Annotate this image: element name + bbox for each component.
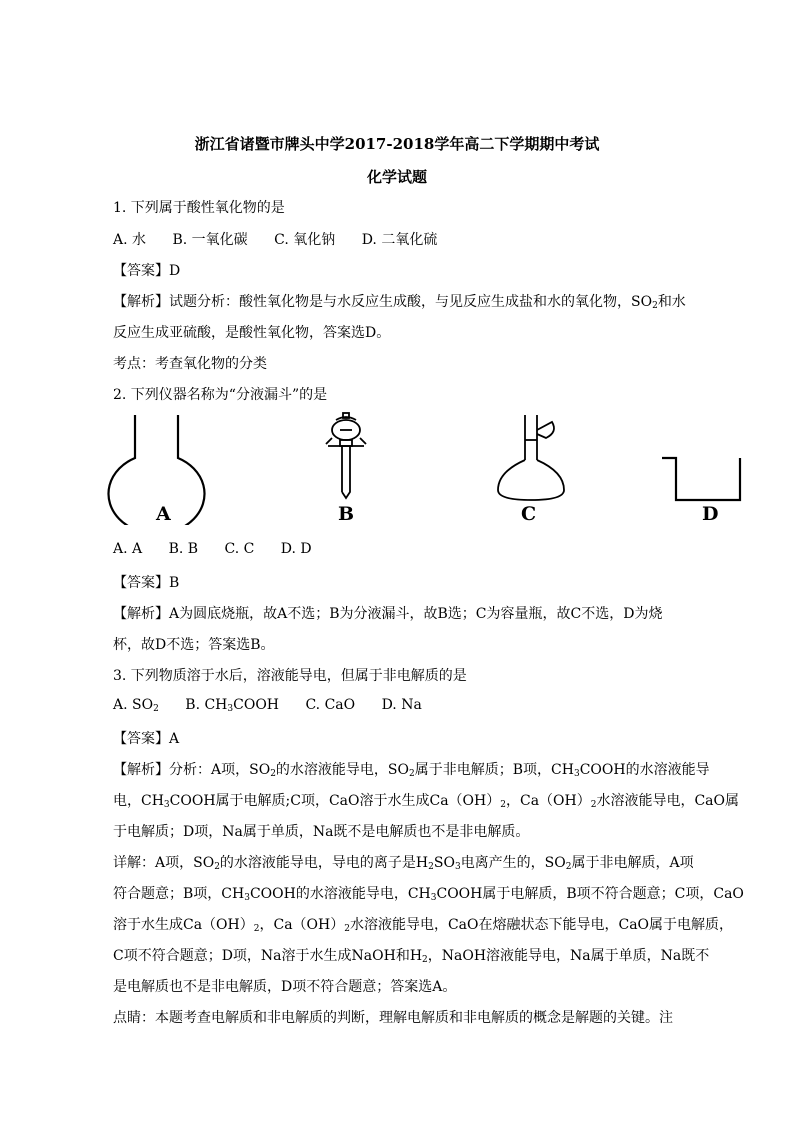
q1-kaodian: 考点：考查氧化物的分类 <box>113 356 267 372</box>
q2-option-d: D. D <box>280 541 312 557</box>
q2-option-c: C. C <box>224 541 255 557</box>
figure-label-a: A <box>156 503 171 525</box>
q2-options <box>113 541 334 557</box>
q3-option-b: B. $CH_3COOH$ <box>185 697 280 714</box>
q1-answer: 【答案】D <box>113 263 181 279</box>
figure-label-d: D <box>702 503 719 525</box>
q2-option-b: B. B <box>168 541 199 557</box>
q3-stem: 3. 下列物质溶于水后，溶液能导电，但属于非电解质的是 <box>113 668 467 684</box>
q3-detail-line4: C项不符合题意；D项，Na溶于水生成NaOH和$H_2$，NaOH溶液能导电，Na属于单质，Na既不 <box>113 948 710 965</box>
q3-detail-line3: 溶于水生成$Ca(OH)_2$，$Ca(OH)_2$水溶液能导电，CaO在熔融状态下能导电，CaO属于电解质， <box>113 917 734 934</box>
q1-analysis-line1: 【解析】试题分析：酸性氧化物是与水反应生成酸，与见反应生成盐和水的氧化物，$SO_2$和水 <box>113 294 686 311</box>
q2-analysis-line2: 杯，故D不选；答案选B。 <box>113 637 275 653</box>
figure-label-b: B <box>338 503 355 525</box>
q3-dianjing: 点睛：本题考查电解质和非电解质的判断，理解电解质和非电解质的概念是解题的关键。注 <box>113 1010 673 1026</box>
q3-option-a: A. $SO_2$ <box>113 697 159 714</box>
q1-analysis-line2: 反应生成亚硫酸，是酸性氧化物，答案选D。 <box>113 325 391 341</box>
q3-detail-line1: 详解：A项，$SO_2$的水溶液能导电，导电的离子是$H_2SO_3$电离产生的，$SO_2$属于非电解质，A项 <box>113 855 694 872</box>
q3-detail-line2: 符合题意；B项，$CH_3COOH$的水溶液能导电，$CH_3COOH$属于电解质，B项不符合题意；C项，CaO <box>113 886 744 903</box>
q3-detail-line5: 是电解质也不是非电解质，D项不符合题意；答案选A。 <box>113 979 457 995</box>
q1-option-b: B. 一氧化碳 <box>172 232 248 248</box>
separatory-funnel-icon <box>326 413 366 498</box>
q2-answer: 【答案】B <box>113 575 180 591</box>
q3-option-c: C. CaO <box>305 697 356 713</box>
q1-option-d: D. 二氧化硫 <box>361 232 438 248</box>
document-subtitle: 化学试题 <box>366 168 427 186</box>
q2-stem: 2. 下列仪器名称为“分液漏斗”的是 <box>113 387 328 403</box>
q3-options <box>113 697 444 713</box>
q3-analysis-line3: 于电解质；D项，Na属于单质，Na既不是电解质也不是非电解质。 <box>113 824 530 840</box>
q3-answer: 【答案】A <box>113 731 180 747</box>
q1-stem: 1. 下列属于酸性氧化物的是 <box>113 200 285 216</box>
q3-option-d: D. Na <box>381 697 422 713</box>
q1-option-c: C. 氧化钠 <box>274 232 336 248</box>
volumetric-flask-icon <box>498 415 564 500</box>
q3-analysis-line2: 电，$CH_3COOH$属于电解质;C项，CaO溶于水生成$Ca(OH)_2$，$Ca(OH)_2$水溶液能导电，CaO属 <box>113 793 740 810</box>
q2-option-a: A. A <box>113 541 143 557</box>
document-title: 浙江省诸暨市牌头中学2017-2018学年高二下学期期中考试 <box>194 135 600 153</box>
q2-apparatus-figure <box>100 410 760 525</box>
q2-analysis-line1: 【解析】A为圆底烧瓶，故A不选；B为分液漏斗，故B选；C为容量瓶，故C不选，D为烧 <box>113 606 663 622</box>
q1-options <box>113 229 459 249</box>
q1-option-a: A. 水 <box>113 232 147 248</box>
q3-analysis-line1: 【解析】分析：A项，$SO_2$的水溶液能导电，$SO_2$属于非电解质；B项，$CH_3COOH$的水溶液能导 <box>113 762 710 779</box>
beaker-icon <box>662 458 740 500</box>
figure-label-c: C <box>521 503 537 525</box>
